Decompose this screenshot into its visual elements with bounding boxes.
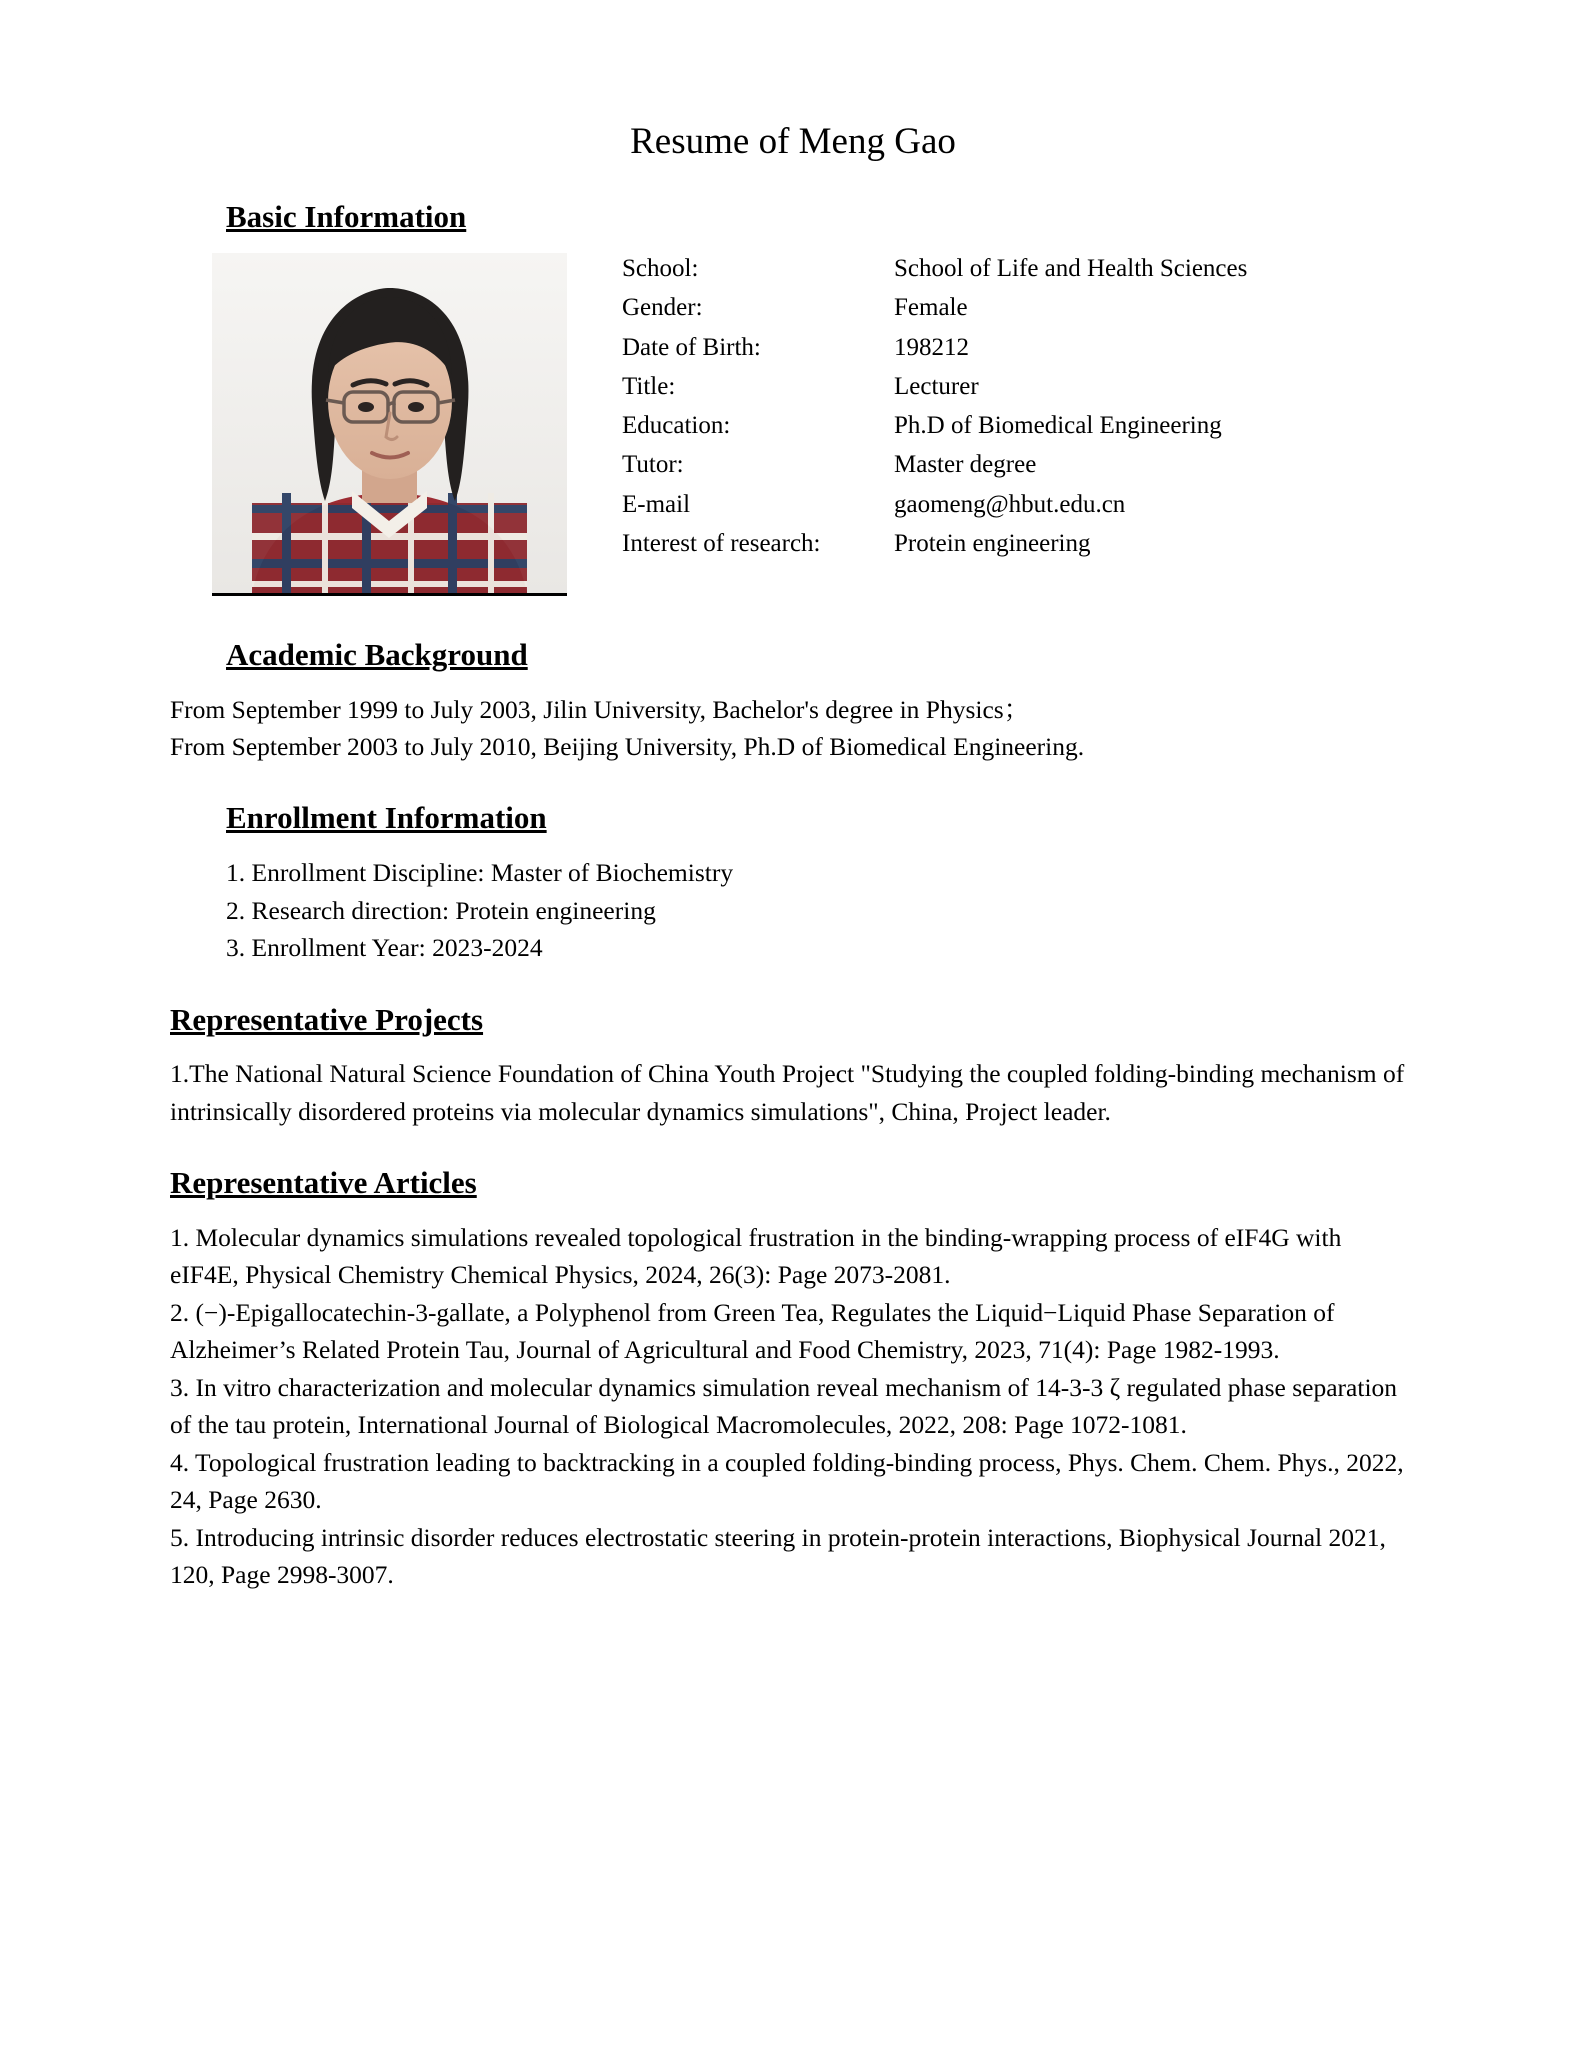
section-heading-enrollment-information: Enrollment Information: [226, 800, 547, 836]
section-heading-academic-background: Academic Background: [226, 637, 528, 673]
field-value: Master degree: [894, 451, 1037, 479]
table-row: [622, 528, 1247, 567]
section-heading-basic-information: Basic Information: [226, 199, 467, 235]
table-row: [622, 371, 1247, 410]
field-label: E-mail: [622, 490, 691, 518]
section-heading-representative-projects: Representative Projects: [170, 1001, 484, 1037]
table-row: [622, 489, 1247, 528]
table-row: [622, 449, 1247, 488]
academic-background-text: [170, 691, 1416, 765]
field-label: School:: [622, 255, 699, 283]
field-value: Female: [894, 294, 968, 322]
table-row: [622, 332, 1247, 371]
photo-container: [212, 253, 572, 596]
list-item: 1. Enrollment Discipline: Master of Biochemistry: [226, 858, 734, 888]
field-value: Protein engineering: [894, 529, 1091, 557]
list-item: 4. Topological frustration leading to backtracking in a coupled folding-binding process, Phys. Chem. Chem. Phys., 2022, 24, Page 2630.: [170, 1447, 1404, 1515]
field-label: Education:: [622, 412, 731, 440]
table-row: [622, 253, 1247, 292]
list-item: 2. (−)-Epigallocatechin-3-gallate, a Polyphenol from Green Tea, Regulates the Liquid−Liquid Phase Separation of Alzheimer’s Related Protein Tau, Journal of Agricultural and Food Chemistry, 2023, 71(4): Page 1982-1993.: [170, 1297, 1335, 1365]
list-item: 3. In vitro characterization and molecular dynamics simulation reveal mechanism of 14-3-3 ζ regulated phase separation of the tau protein, International Journal of Biological Macromolecules, 2022, 208: Page 1072-1081.: [170, 1372, 1398, 1440]
projects-list: [170, 1055, 1416, 1130]
list-item: 1.The National Natural Science Foundation of China Youth Project "Studying the coupled folding-binding mechanism of intrinsically disordered proteins via molecular dynamics simulations", China, Project leader.: [170, 1059, 1405, 1126]
table-row: [622, 292, 1247, 331]
field-label: Tutor:: [622, 451, 684, 479]
list-item: 1. Molecular dynamics simulations revealed topological frustration in the binding-wrapping process of eIF4G with eIF4E, Physical Chemistry Chemical Physics, 2024, 26(3): Page 2073-2081.: [170, 1223, 1342, 1290]
field-label: Gender:: [622, 294, 703, 322]
articles-list: [170, 1219, 1416, 1594]
field-value: Ph.D of Biomedical Engineering: [894, 412, 1222, 440]
email-value: gaomeng@hbut.edu.cn: [894, 490, 1126, 518]
basic-info-table: [622, 253, 1247, 567]
list-item: 5. Introducing intrinsic disorder reduces electrostatic steering in protein-protein interactions, Biophysical Journal 2021, 120, Page 2998-3007.: [170, 1522, 1386, 1590]
academic-line: From September 2003 to July 2010, Beijing University, Ph.D of Biomedical Engineering.: [170, 732, 1085, 762]
enrollment-list: [226, 854, 1416, 966]
academic-line: From September 1999 to July 2003, Jilin University, Bachelor's degree in Physics；: [170, 694, 1030, 724]
field-label: Date of Birth:: [622, 333, 761, 361]
field-value: 198212: [894, 333, 969, 361]
table-row: [622, 410, 1247, 449]
portrait-photo: [212, 253, 567, 596]
portrait-illustration: [212, 253, 567, 593]
field-value: Lecturer: [894, 372, 979, 400]
page-title: Resume of Meng Gao: [630, 121, 956, 162]
field-value: School of Life and Health Sciences: [894, 255, 1248, 283]
field-label: Interest of research:: [622, 529, 821, 557]
field-label: Title:: [622, 372, 676, 400]
list-item: 3. Enrollment Year: 2023-2024: [226, 933, 543, 963]
list-item: 2. Research direction: Protein engineering: [226, 895, 656, 925]
basic-information-block: [170, 253, 1416, 596]
section-heading-representative-articles: Representative Articles: [170, 1165, 477, 1201]
